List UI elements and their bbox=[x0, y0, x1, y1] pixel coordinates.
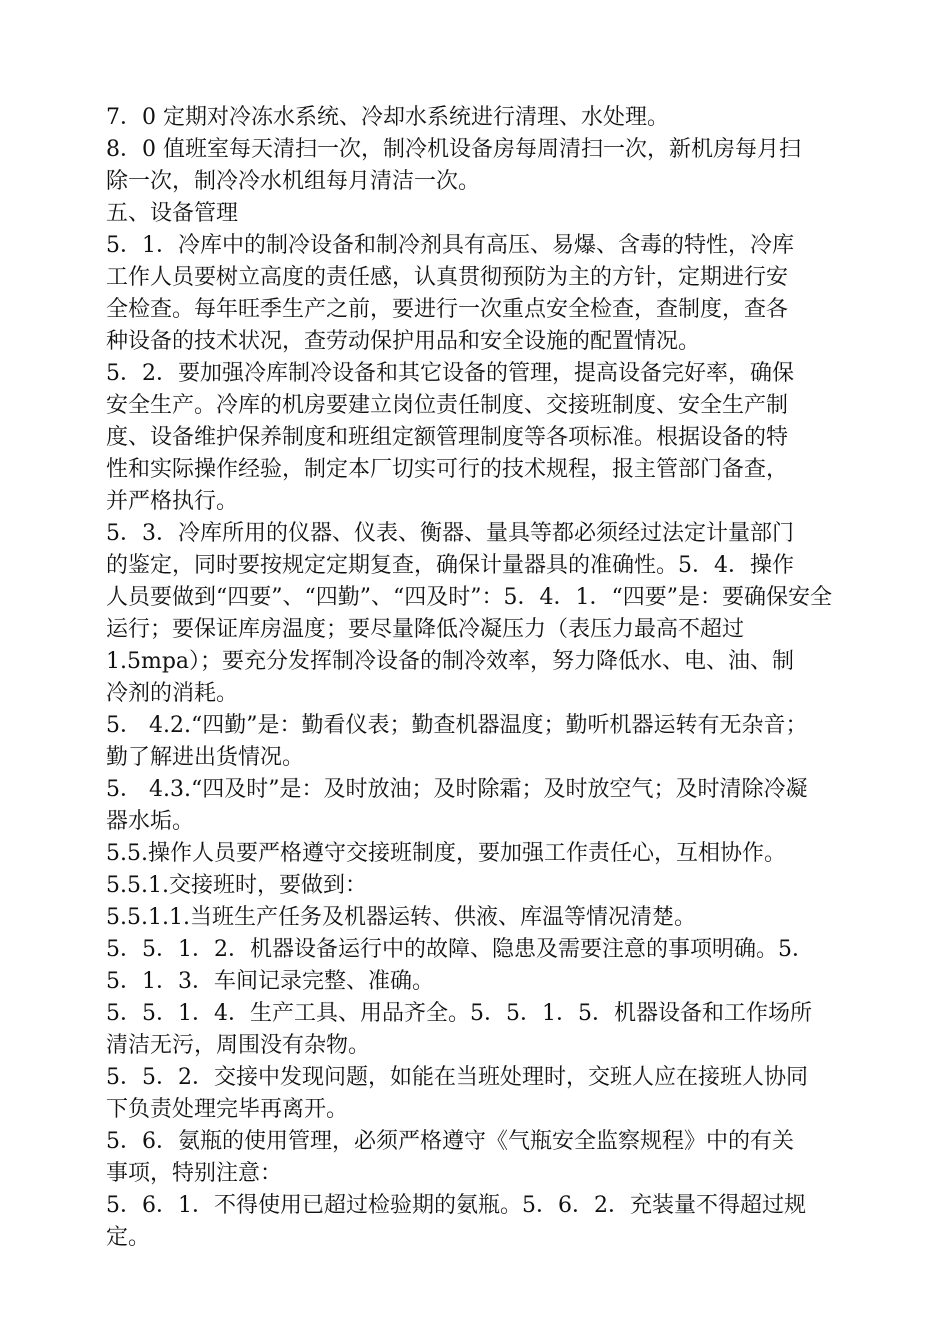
text-line: 性和实际操作经验，制定本厂切实可行的技术规程，报主管部门备查， bbox=[106, 457, 789, 482]
text-line: 事项，特别注意： bbox=[106, 1161, 283, 1186]
text-line: 5． 4.3.“四及时”是：及时放油；及时除霜；及时放空气；及时清除冷凝 bbox=[106, 777, 808, 802]
text-line: 5．3．冷库所用的仪器、仪表、衡器、量具等都必须经过法定计量部门 bbox=[106, 521, 794, 546]
text-line: 1.5mpa）；要充分发挥制冷设备的制冷效率，努力降低水、电、油、制 bbox=[106, 649, 795, 674]
text-line: 工作人员要树立高度的责任感，认真贯彻预防为主的方针，定期进行安 bbox=[106, 265, 789, 290]
text-line: 5．6．1．不得使用已超过检验期的氨瓶。5．6．2．充装量不得超过规 bbox=[106, 1193, 806, 1218]
document-page bbox=[106, 102, 850, 1254]
text-line: 5.5.操作人员要严格遵守交接班制度，要加强工作责任心，互相协作。 bbox=[106, 841, 786, 866]
text-line: 定。 bbox=[106, 1225, 151, 1250]
text-line: 全检查。每年旺季生产之前，要进行一次重点安全检查，查制度，查各 bbox=[106, 297, 789, 322]
text-line: 5．2．要加强冷库制冷设备和其它设备的管理，提高设备完好率，确保 bbox=[106, 361, 794, 386]
text-line: 安全生产。冷库的机房要建立岗位责任制度、交接班制度、安全生产制 bbox=[106, 393, 789, 418]
text-line: 下负责处理完毕再离开。 bbox=[106, 1097, 349, 1122]
text-line: 5．5．1．4．生产工具、用品齐全。5．5．1．5．机器设备和工作场所 bbox=[106, 1001, 812, 1026]
text-line: 度、设备维护保养制度和班组定额管理制度等各项标准。根据设备的特 bbox=[106, 425, 789, 450]
text-line: 种设备的技术状况，查劳动保护用品和安全设施的配置情况。 bbox=[106, 329, 701, 354]
text-line: 8．0 值班室每天清扫一次，制冷机设备房每周清扫一次，新机房每月扫 bbox=[106, 137, 801, 162]
text-line: 清洁无污，周围没有杂物。 bbox=[106, 1033, 371, 1058]
text-line: 除一次，制冷冷水机组每月清洁一次。 bbox=[106, 169, 481, 194]
text-line: 勤了解进出货情况。 bbox=[106, 745, 305, 770]
text-line: 5．5．1．2．机器设备运行中的故障、隐患及需要注意的事项明确。5． bbox=[106, 937, 814, 962]
section-heading: 五、设备管理 bbox=[106, 201, 239, 226]
text-line: 5．1．冷库中的制冷设备和制冷剂具有高压、易爆、含毒的特性，冷库 bbox=[106, 233, 794, 258]
text-line: 并严格执行。 bbox=[106, 489, 239, 514]
text-line: 5.5.1.1.当班生产任务及机器运转、供液、库温等情况清楚。 bbox=[106, 905, 696, 930]
text-line: 的鉴定，同时要按规定定期复查，确保计量器具的准确性。5．4．操作 bbox=[106, 553, 794, 578]
text-line: 5．5．2．交接中发现问题，如能在当班处理时，交班人应在接班人协同 bbox=[106, 1065, 808, 1090]
text-line: 5．1．3．车间记录完整、准确。 bbox=[106, 969, 434, 994]
text-line: 5．6．氨瓶的使用管理，必须严格遵守《气瓶安全监察规程》中的有关 bbox=[106, 1129, 794, 1154]
text-line: 5.5.1.交接班时，要做到： bbox=[106, 873, 367, 898]
text-line: 7．0 定期对冷冻水系统、冷却水系统进行清理、水处理。 bbox=[106, 105, 669, 130]
text-line: 运行；要保证库房温度；要尽量降低冷凝压力（表压力最高不超过 bbox=[106, 617, 745, 642]
text-line: 5． 4.2.“四勤”是：勤看仪表；勤查机器温度；勤听机器运转有无杂音； bbox=[106, 713, 808, 738]
text-line: 冷剂的消耗。 bbox=[106, 681, 239, 706]
text-line: 器水垢。 bbox=[106, 809, 195, 834]
text-line: 人员要做到“四要”、“四勤”、“四及时”：5．4．1．“四要”是：要确保安全 bbox=[106, 585, 832, 610]
